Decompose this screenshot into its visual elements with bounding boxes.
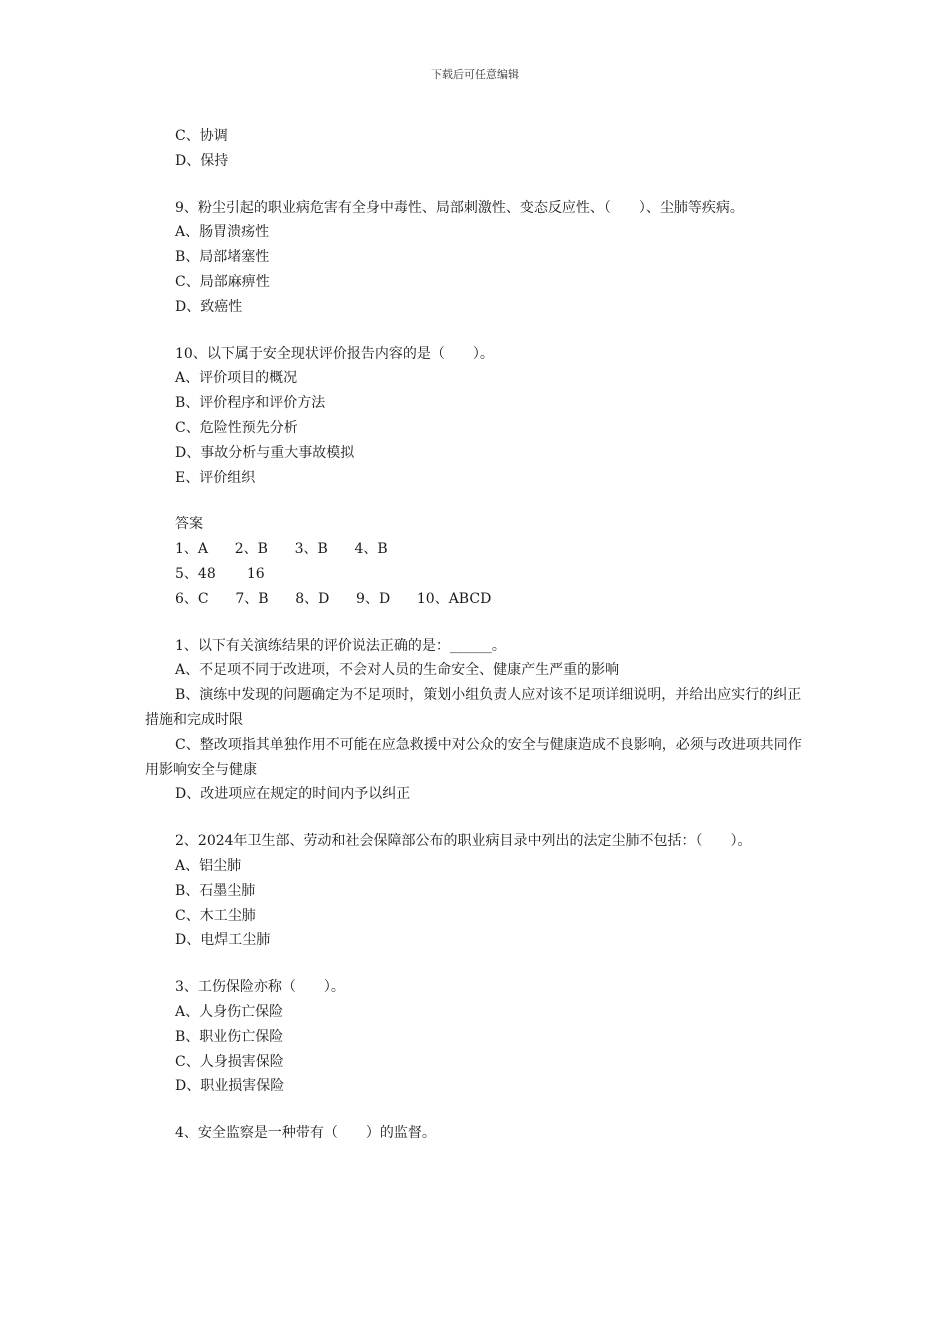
section-question-3-option-c: C、人身损害保险 bbox=[175, 1053, 284, 1070]
option-c: C、协调 bbox=[175, 128, 228, 144]
section-question-1-option-d: D、改进项应在规定的时间内予以纠正 bbox=[175, 786, 411, 803]
section-question-1-option-b: B、演练中发现的问题确定为不足项时，策划小组负责人应对该不足项详细说明，并给出应实行的纠正措施和完成时限 bbox=[145, 687, 802, 728]
question-10-stem: 10、以下属于安全现状评价报告内容的是（ ）。 bbox=[175, 345, 494, 362]
section-question-1-stem: 1、以下有关演练结果的评价说法正确的是：______。 bbox=[175, 637, 506, 654]
section-question-3-option-d: D、职业损害保险 bbox=[175, 1078, 285, 1095]
answers-row: 1、A 2、B 3、B 4、B bbox=[175, 541, 388, 558]
question-10-option-e: E、评价组织 bbox=[175, 469, 256, 486]
question-9-option-a: A、肠胃溃疡性 bbox=[175, 224, 270, 241]
answers-row: 6、C 7、B 8、D 9、D 10、ABCD bbox=[175, 590, 492, 607]
section-question-4-stem: 4、安全监察是一种带有（ ）的监督。 bbox=[175, 1125, 436, 1142]
section-question-2-option-c: C、木工尘肺 bbox=[175, 907, 256, 924]
section-question-2-option-d: D、电焊工尘肺 bbox=[175, 932, 271, 949]
question-10-option-c: C、危险性预先分析 bbox=[175, 419, 298, 436]
page-header: 下载后可任意编辑 bbox=[431, 68, 519, 81]
question-9-stem: 9、粉尘引起的职业病危害有全身中毒性、局部刺激性、变态反应性、（ ）、尘肺等疾病。 bbox=[175, 199, 744, 216]
option-d: D、保持 bbox=[175, 152, 229, 169]
section-question-3-option-a: A、人身伤亡保险 bbox=[175, 1003, 284, 1020]
section-question-2-option-a: A、铝尘肺 bbox=[175, 857, 242, 874]
question-9-option-d: D、致癌性 bbox=[175, 298, 243, 315]
answers-title: 答案 bbox=[175, 516, 203, 533]
section-question-2-option-b: B、石墨尘肺 bbox=[175, 882, 256, 899]
section-question-1-option-a: A、不足项不同于改进项，不会对人员的生命安全、健康产生严重的影响 bbox=[175, 662, 620, 679]
section-question-3-stem: 3、工伤保险亦称（ ）。 bbox=[175, 979, 345, 996]
section-question-2-stem: 2、2024年卫生部、劳动和社会保障部公布的职业病目录中列出的法定尘肺不包括：（ ）。 bbox=[175, 833, 752, 850]
document-body bbox=[145, 124, 810, 1146]
question-9-option-b: B、局部堵塞性 bbox=[175, 249, 270, 266]
question-10-option-b: B、评价程序和评价方法 bbox=[175, 395, 326, 412]
section-question-1-option-c: C、整改项指其单独作用不可能在应急救援中对公众的安全与健康造成不良影响，必须与改进项共同作用影响安全与健康 bbox=[145, 736, 802, 778]
answers-row: 5、48 16 bbox=[175, 565, 265, 582]
question-10-option-d: D、事故分析与重大事故模拟 bbox=[175, 444, 355, 461]
question-10-option-a: A、评价项目的概况 bbox=[175, 370, 298, 387]
question-9-option-c: C、局部麻痹性 bbox=[175, 273, 270, 290]
section-question-3-option-b: B、职业伤亡保险 bbox=[175, 1028, 284, 1045]
